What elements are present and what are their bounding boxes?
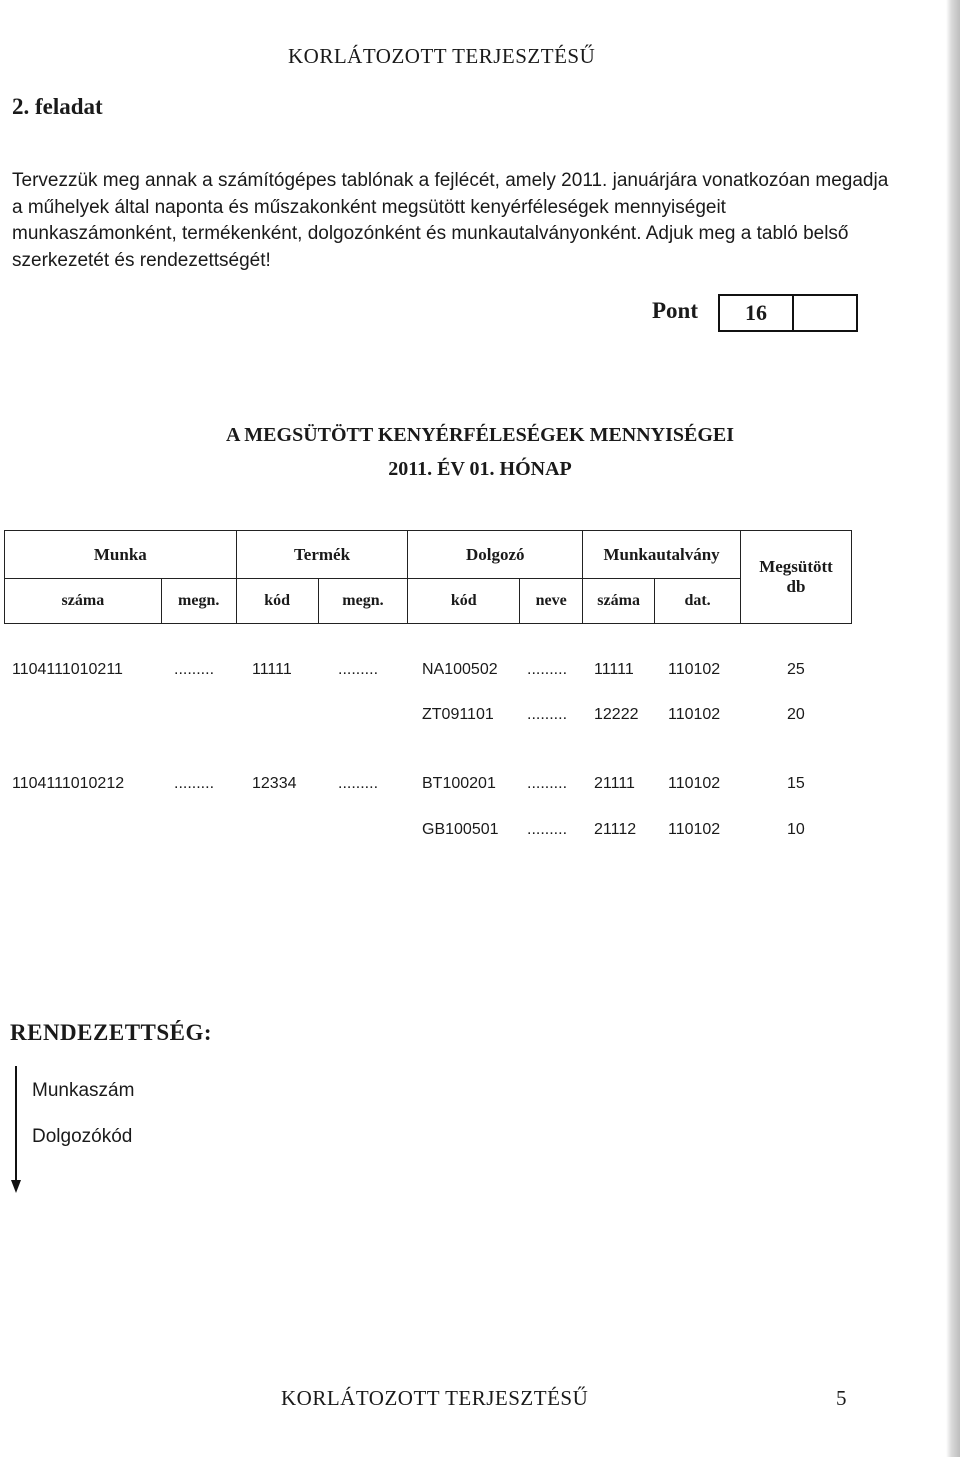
down-arrow-icon bbox=[6, 1066, 26, 1194]
score-label: Pont bbox=[652, 298, 698, 323]
cell-utalvany-szama: 21112 bbox=[594, 821, 637, 838]
page-number: 5 bbox=[836, 1386, 847, 1410]
cell-dolgozo-neve: ......... bbox=[527, 706, 568, 723]
cell-utalvany-dat: 110102 bbox=[668, 706, 721, 723]
cell-utalvany-szama: 11111 bbox=[594, 661, 634, 678]
group-termek: Termék bbox=[236, 531, 408, 579]
cell-termek-kod: 11111 bbox=[252, 661, 292, 678]
cell-munka-megn: ......... bbox=[174, 775, 215, 792]
score-max: 16 bbox=[720, 296, 794, 330]
table-row bbox=[0, 821, 960, 845]
ordering-item-dolgozokod: Dolgozókód bbox=[32, 1126, 133, 1147]
score-box bbox=[718, 294, 858, 332]
ordering-item-munkaszam: Munkaszám bbox=[32, 1080, 135, 1101]
cell-db: 10 bbox=[787, 821, 805, 838]
task-title: 2. feladat bbox=[12, 94, 103, 119]
col-db-label: db bbox=[786, 577, 806, 596]
cell-utalvany-dat: 110102 bbox=[668, 775, 721, 792]
cell-termek-megn: ......... bbox=[338, 661, 379, 678]
cell-dolgozo-neve: ......... bbox=[527, 775, 568, 792]
cell-db: 25 bbox=[787, 661, 805, 678]
cell-munka-szama: 1104111010212 bbox=[12, 775, 125, 792]
board-subtitle: 2011. ÉV 01. HÓNAP bbox=[388, 458, 572, 480]
subcol-utalvany-szama: száma bbox=[583, 579, 655, 624]
cell-utalvany-dat: 110102 bbox=[668, 661, 721, 678]
subcol-utalvany-dat: dat. bbox=[655, 579, 741, 624]
board-title: A MEGSÜTÖTT KENYÉRFÉLESÉGEK MENNYISÉGEI bbox=[225, 424, 735, 446]
table-row bbox=[0, 775, 960, 799]
group-munka: Munka bbox=[5, 531, 237, 579]
ordering-title: RENDEZETTSÉG: bbox=[10, 1020, 213, 1045]
cell-db: 15 bbox=[787, 775, 805, 792]
cell-termek-megn: ......... bbox=[338, 775, 379, 792]
cell-utalvany-szama: 12222 bbox=[594, 706, 639, 723]
cell-db: 20 bbox=[787, 706, 805, 723]
cell-utalvany-szama: 21111 bbox=[594, 775, 635, 792]
subcol-dolgozo-neve: neve bbox=[520, 579, 583, 624]
group-munkautalvany: Munkautalvány bbox=[583, 531, 741, 579]
col-megsutott-label: Megsütött bbox=[759, 557, 833, 576]
cell-dolgozo-kod: BT100201 bbox=[422, 775, 496, 792]
score-earned bbox=[794, 296, 856, 330]
cell-munka-szama: 1104111010211 bbox=[12, 661, 123, 678]
subcol-munka-szama: száma bbox=[5, 579, 162, 624]
subcol-termek-kod: kód bbox=[236, 579, 318, 624]
group-dolgozo: Dolgozó bbox=[408, 531, 583, 579]
cell-termek-kod: 12334 bbox=[252, 775, 297, 792]
cell-dolgozo-kod: ZT091101 bbox=[422, 706, 494, 723]
subcol-munka-megn: megn. bbox=[161, 579, 236, 624]
task-description: Tervezzük meg annak a számítógépes tablónak a fejlécét, amely 2011. januárjára vonatkozóan megadja a műhelyek által naponta és műszakonként megsütött kenyérféleségek mennyiségeit munkaszámonként, termékenként, dolgozónként és munkautalványonként. Adjuk meg a tabló belső szerkezetét és rendezettségét! bbox=[12, 170, 889, 271]
cell-dolgozo-kod: NA100502 bbox=[422, 661, 498, 678]
cell-utalvany-dat: 110102 bbox=[668, 821, 721, 838]
restricted-label-top: KORLÁTOZOTT TERJESZTÉSŰ bbox=[288, 44, 596, 68]
cell-munka-megn: ......... bbox=[174, 661, 215, 678]
cell-dolgozo-kod: GB100501 bbox=[422, 821, 499, 838]
cell-dolgozo-neve: ......... bbox=[527, 661, 568, 678]
subcol-termek-megn: megn. bbox=[318, 579, 408, 624]
table-row bbox=[0, 706, 960, 730]
board-header-table bbox=[4, 530, 852, 624]
table-row bbox=[0, 661, 960, 685]
subcol-dolgozo-kod: kód bbox=[408, 579, 520, 624]
restricted-label-bottom: KORLÁTOZOTT TERJESZTÉSŰ bbox=[281, 1386, 589, 1410]
col-megsutott-db bbox=[741, 531, 852, 624]
cell-dolgozo-neve: ......... bbox=[527, 821, 568, 838]
